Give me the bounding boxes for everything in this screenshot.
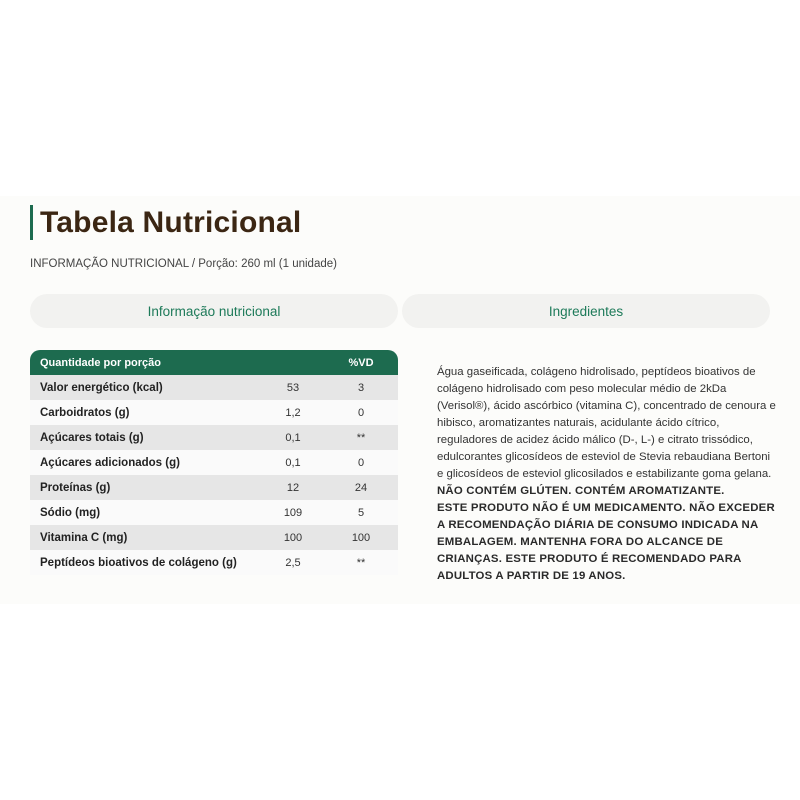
nutrient-daily-value: 0 xyxy=(324,450,398,475)
nutrient-amount: 100 xyxy=(262,525,324,550)
nutrition-table xyxy=(30,350,398,575)
nutrient-amount: 0,1 xyxy=(262,450,324,475)
ingredients-list: Água gaseificada, colágeno hidrolisado, peptídeos bioativos de colágeno hidrolisado com peso molecular médio de 2kDa (Verisol®), ácido ascórbico (vitamina C), concentrado de cenoura e hibisco, aromatizantes naturais, acidulante ácido cítrico, reguladores de acidez ácido málico (D-, L-) e citrato trissódico, edulcorantes glicosídeos de esteviol de Stevia rebaudiana Bertoni e glicosídeos de esteviol glicosilados e estabilizante goma gelana. xyxy=(437,366,776,480)
nutrient-name: Carboidratos (g) xyxy=(30,400,262,425)
nutrient-daily-value: 3 xyxy=(324,375,398,400)
nutrient-name: Açúcares totais (g) xyxy=(30,425,262,450)
table-row xyxy=(30,525,398,550)
table-header-row xyxy=(30,350,398,375)
nutrient-daily-value: ** xyxy=(324,550,398,575)
nutrient-daily-value: 24 xyxy=(324,475,398,500)
header-amount xyxy=(262,350,324,375)
title-accent-bar xyxy=(30,205,33,240)
nutrient-name: Vitamina C (mg) xyxy=(30,525,262,550)
page-title: Tabela Nutricional xyxy=(40,206,302,239)
nutrient-daily-value: 5 xyxy=(324,500,398,525)
table-row xyxy=(30,425,398,450)
tab-ingredients[interactable]: Ingredientes xyxy=(402,294,770,328)
table-row xyxy=(30,400,398,425)
table-row xyxy=(30,500,398,525)
nutrient-amount: 2,5 xyxy=(262,550,324,575)
portion-subtitle: INFORMAÇÃO NUTRICIONAL / Porção: 260 ml (1 unidade) xyxy=(30,258,337,270)
nutrient-amount: 1,2 xyxy=(262,400,324,425)
gluten-warning: NÃO CONTÉM GLÚTEN. CONTÉM AROMATIZANTE. xyxy=(437,485,725,497)
header-quantity-per-portion: Quantidade por porção xyxy=(30,350,262,375)
nutrient-name: Peptídeos bioativos de colágeno (g) xyxy=(30,550,262,575)
medical-warning: ESTE PRODUTO NÃO É UM MEDICAMENTO. NÃO EXCEDER A RECOMENDAÇÃO DIÁRIA DE CONSUMO INDICADA NA EMBALAGEM. MANTENHA FORA DO ALCANCE DE CRIANÇAS. ESTE PRODUTO É RECOMENDADO PARA ADULTOS A PARTIR DE 19 ANOS. xyxy=(437,502,775,582)
nutrient-name: Açúcares adicionados (g) xyxy=(30,450,262,475)
header-daily-value: %VD xyxy=(324,350,398,375)
nutrient-name: Sódio (mg) xyxy=(30,500,262,525)
tab-nutrition-info[interactable]: Informação nutricional xyxy=(30,294,398,328)
nutrient-amount: 12 xyxy=(262,475,324,500)
table-row xyxy=(30,550,398,575)
nutrient-amount: 109 xyxy=(262,500,324,525)
nutrient-name: Proteínas (g) xyxy=(30,475,262,500)
nutrient-daily-value: 0 xyxy=(324,400,398,425)
nutrient-amount: 0,1 xyxy=(262,425,324,450)
table-row xyxy=(30,375,398,400)
nutrient-amount: 53 xyxy=(262,375,324,400)
nutrient-name: Valor energético (kcal) xyxy=(30,375,262,400)
table-row xyxy=(30,450,398,475)
table-body xyxy=(30,375,398,575)
ingredients-panel xyxy=(437,364,777,585)
nutrient-daily-value: ** xyxy=(324,425,398,450)
nutrient-daily-value: 100 xyxy=(324,525,398,550)
table-row xyxy=(30,475,398,500)
